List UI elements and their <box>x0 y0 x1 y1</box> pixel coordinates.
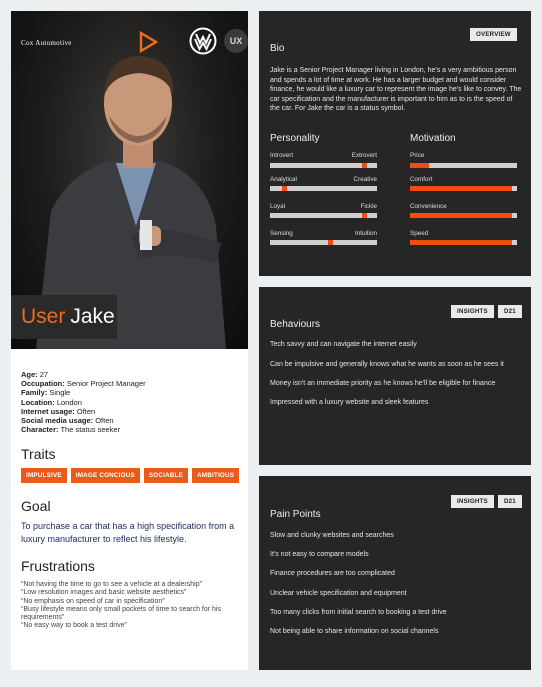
motivation-fill <box>410 213 512 218</box>
trait-badge: IMAGE CONCIOUS <box>71 468 140 483</box>
fact-occupation: Occupation: Senior Project Manager <box>21 379 146 389</box>
ux-badge: UX <box>224 29 248 53</box>
motivation-fill <box>410 240 512 245</box>
trait-badge: IMPULSIVE <box>21 468 67 483</box>
slider-marker <box>362 213 367 218</box>
slider-marker <box>328 240 333 245</box>
motivation-label: Price <box>410 152 425 159</box>
pain-points-card <box>259 476 531 670</box>
fact-internet-usage: Internet usage: Often <box>21 406 96 416</box>
pain-points-title: Pain Points <box>270 509 321 520</box>
d21-button[interactable]: D21 <box>498 305 522 318</box>
vw-logo-icon <box>189 27 217 55</box>
frustration-item: “Busy lifestyle means only small pockets of time to search for his requirements” <box>21 605 221 622</box>
motivation-fill <box>410 186 512 191</box>
slider-track <box>270 163 377 168</box>
fact-location: Location: London <box>21 397 82 407</box>
slider-right-label: Creative <box>353 176 377 183</box>
persona-facts <box>21 370 146 434</box>
bio-text: Jake is a Senior Project Manager living in London, he's a very ambitious person and spends a lot of time at work. He has a larger budget and would consider finance, he would like a luxury car to represent the image he's like to convey. The car specification and the manufacturer is important to him as to is the speed of the car. For Jake the car is a status symbol. <box>270 67 522 112</box>
pain-point-item: Too many clicks from initial search to booking a test drive <box>270 609 447 616</box>
frustration-item: “No easy way to book a test drive” <box>21 622 127 630</box>
trait-badge: AMBITIOUS <box>192 468 239 483</box>
frustrations-list <box>21 581 241 631</box>
profile-card <box>11 11 248 670</box>
overview-button[interactable]: OVERVIEW <box>470 28 517 41</box>
motivation-title: Motivation <box>410 133 456 144</box>
pain-point-item: It's not easy to compare models <box>270 551 369 558</box>
behaviour-item: Tech savvy and can navigate the internet easily <box>270 341 417 348</box>
motivation-track <box>410 240 517 245</box>
insights-button[interactable]: INSIGHTS <box>451 495 494 508</box>
frustration-item: “Not having the time to go to see a vehicle at a dealership” <box>21 581 202 588</box>
persona-name-box <box>11 295 117 339</box>
persona-name: Jake <box>70 305 115 328</box>
motivation-track <box>410 186 517 191</box>
bio-title: Bio <box>270 43 285 54</box>
slider-left-label: Sensing <box>270 230 293 237</box>
personality-title: Personality <box>270 133 320 144</box>
insights-button[interactable]: INSIGHTS <box>451 305 494 318</box>
photo-header <box>21 31 243 55</box>
motivation-label: Comfort <box>410 176 433 183</box>
fact-family: Family: Single <box>21 388 71 398</box>
pain-point-item: Not being able to share information on social channels <box>270 628 439 635</box>
goal-text: To purchase a car that has a high specification from a luxury manufacturer to reflect his lifestyle. <box>21 521 235 544</box>
pain-point-item: Finance procedures are too complicated <box>270 570 395 577</box>
motivation-track <box>410 163 517 168</box>
traits-title: Traits <box>21 446 56 462</box>
behaviour-item: Can be impulsive and generally knows what he wants as soon as he sees it <box>270 361 504 368</box>
slider-left-label: Loyal <box>270 203 286 210</box>
frustration-item: “No emphasis on speed of car in specification” <box>21 597 165 605</box>
slider-track <box>270 240 377 245</box>
goal-title: Goal <box>21 498 51 514</box>
slider-left-label: Analytical <box>270 176 297 183</box>
pain-point-item: Slow and clunky websites and searches <box>270 532 394 539</box>
pain-point-item: Unclear vehicle specification and equipment <box>270 590 407 597</box>
persona-prefix: User <box>21 305 66 328</box>
fact-social-media-usage: Social media usage: Often <box>21 416 114 426</box>
motivation-label: Convenience <box>410 203 447 210</box>
behaviours-title: Behaviours <box>270 319 321 330</box>
slider-marker <box>282 186 287 191</box>
frustration-item: “Low resolution images and basic website aesthetics” <box>21 589 187 597</box>
slider-right-label: Extrovert <box>351 152 377 159</box>
slider-track <box>270 213 377 218</box>
motivation-label: Speed <box>410 230 429 237</box>
d21-button[interactable]: D21 <box>498 495 522 508</box>
fact-character: Character: The status seeker <box>21 425 121 435</box>
motivation-fill <box>410 163 429 168</box>
frustrations-title: Frustrations <box>21 558 95 574</box>
overview-card <box>259 11 531 276</box>
slider-right-label: Intuition <box>354 230 377 237</box>
slider-left-label: Introvert <box>270 152 294 159</box>
behaviours-card <box>259 287 531 465</box>
play-logo-icon <box>138 31 158 53</box>
motivation-track <box>410 213 517 218</box>
behaviour-item: Impressed with a luxury website and sleek features <box>270 399 429 406</box>
fact-age: Age: 27 <box>21 370 49 379</box>
behaviour-item: Money isn't an immediate priority as he knows he'll be eligible for finance <box>270 380 496 387</box>
slider-right-label: Fickle <box>360 203 377 210</box>
slider-marker <box>362 163 367 168</box>
persona-photo <box>11 11 248 349</box>
traits-list <box>21 468 239 483</box>
trait-badge: SOCIABLE <box>144 468 188 483</box>
brand-logo: Cox Automotive <box>21 39 72 47</box>
slider-track <box>270 186 377 191</box>
